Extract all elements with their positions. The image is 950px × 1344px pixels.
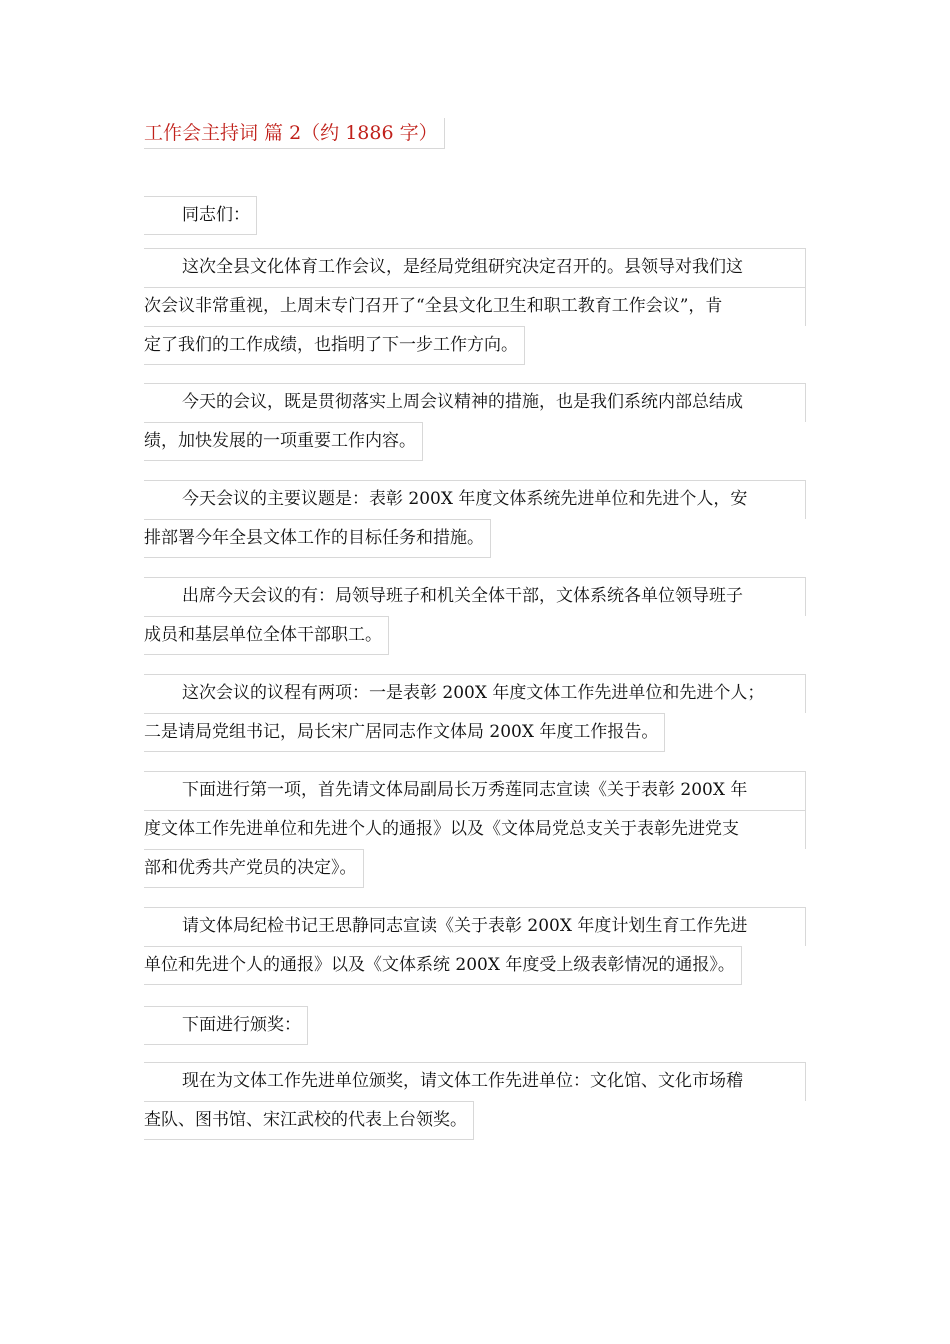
paragraph-line: 度文体工作先进单位和先进个人的通报》以及《文体局党总支关于表彰先进党支 (144, 810, 806, 849)
paragraph-line: 现在为文体工作先进单位颁奖，请文体工作先进单位：文化馆、文化市场稽 (144, 1062, 806, 1101)
paragraph-line: 今天的会议，既是贯彻落实上周会议精神的措施，也是我们系统内部总结成 (144, 383, 806, 422)
paragraph-line: 次会议非常重视，上周末专门召开了“全县文化卫生和职工教育工作会议”，肯 (144, 287, 806, 326)
paragraph-1 (144, 248, 806, 370)
paragraph-line: 请文体局纪检书记王思静同志宣读《关于表彰 200X 年度计划生育工作先进 (144, 907, 806, 946)
paragraph-3 (144, 480, 806, 563)
paragraph-5 (144, 674, 806, 757)
paragraph-line: 今天会议的主要议题是：表彰 200X 年度文体系统先进单位和先进个人，安 (144, 480, 806, 519)
paragraph-9 (144, 1062, 806, 1145)
paragraph-line: 下面进行第一项，首先请文体局副局长万秀莲同志宣读《关于表彰 200X 年 (144, 771, 806, 810)
paragraph-8 (144, 1006, 806, 1050)
paragraph-7 (144, 907, 806, 990)
paragraph-line: 绩，加快发展的一项重要工作内容。 (144, 422, 423, 461)
paragraph-line: 这次全县文化体育工作会议，是经局党组研究决定召开的。县领导对我们这 (144, 248, 806, 287)
paragraph-line: 部和优秀共产党员的决定》。 (144, 849, 364, 888)
paragraph-line: 出席今天会议的有：局领导班子和机关全体干部，文体系统各单位领导班子 (144, 577, 806, 616)
paragraph-4 (144, 577, 806, 660)
paragraph-line: 二是请局党组书记，局长宋广居同志作文体局 200X 年度工作报告。 (144, 713, 665, 752)
paragraph-line: 排部署今年全县文体工作的目标任务和措施。 (144, 519, 491, 558)
paragraph-greeting (144, 196, 806, 240)
paragraph-line: 这次会议的议程有两项：一是表彰 200X 年度文体工作先进单位和先进个人； (144, 674, 806, 713)
document-title: 工作会主持词 篇 2（约 1886 字） (144, 118, 445, 149)
paragraph-line: 定了我们的工作成绩，也指明了下一步工作方向。 (144, 326, 525, 365)
paragraph-6 (144, 771, 806, 893)
paragraph-line: 同志们： (144, 196, 257, 235)
paragraph-line: 查队、图书馆、宋江武校的代表上台领奖。 (144, 1101, 474, 1140)
paragraph-line: 单位和先进个人的通报》以及《文体系统 200X 年度受上级表彰情况的通报》。 (144, 946, 742, 985)
paragraph-line: 成员和基层单位全体干部职工。 (144, 616, 389, 655)
paragraph-line: 下面进行颁奖： (144, 1006, 308, 1045)
paragraph-2 (144, 383, 806, 466)
